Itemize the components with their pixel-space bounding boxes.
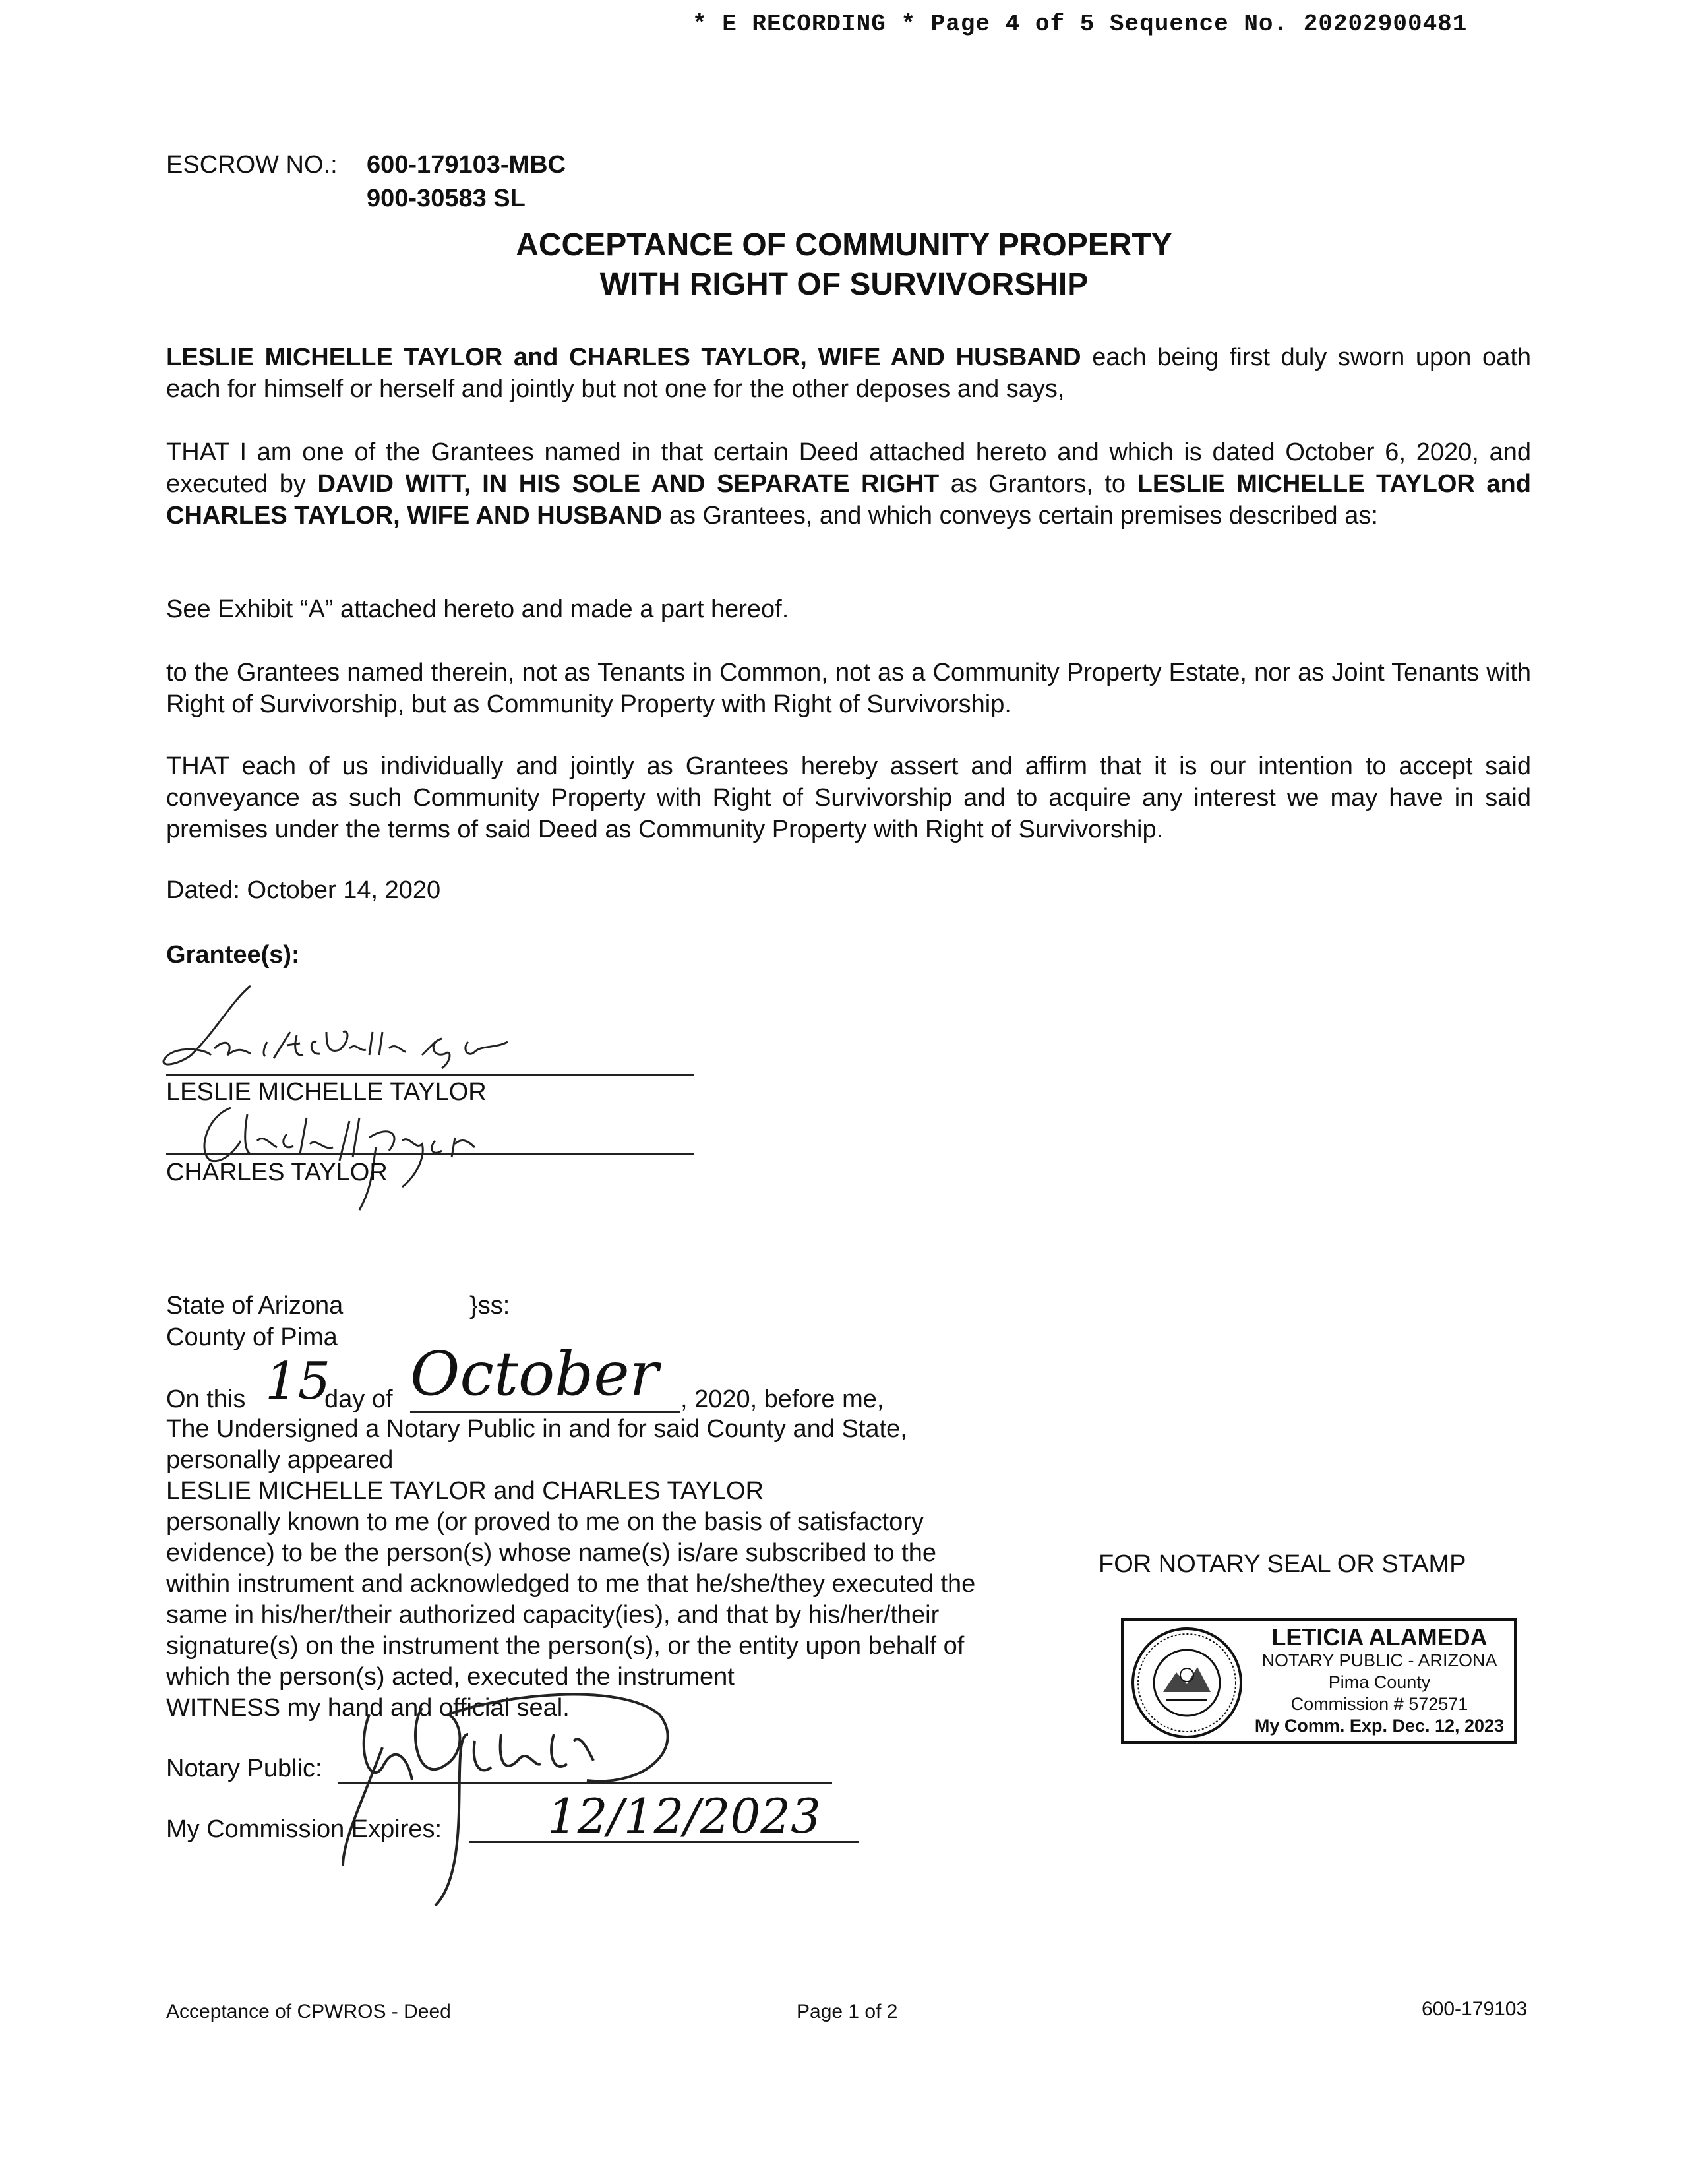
notary-line: evidence) to be the person(s) whose name(s) is/are subscribed to the	[166, 1539, 937, 1567]
signature-line-2	[166, 1153, 694, 1155]
paragraph-2-text-1: THAT I am one of the Grantees named in that certain Deed attached hereto and which is dated October 6, 2020, and executed by	[166, 439, 1531, 498]
paragraph-4: to the Grantees named therein, not as Tenants in Common, not as a Community Property Estate, nor as Joint Tenants with Right of Survivorship, but as Community Property with Right of Survivorship.	[166, 659, 1531, 718]
notary-signature	[303, 1668, 712, 1906]
notary-state: State of Arizona	[166, 1292, 344, 1320]
notary-line: personally known to me (or proved to me on the basis of satisfactory	[166, 1508, 924, 1536]
grantees-label: Grantee(s):	[166, 941, 300, 969]
escrow-number-2: 900-30583 SL	[367, 185, 526, 212]
notary-line: personally appeared	[166, 1446, 394, 1474]
signer-1-name: LESLIE MICHELLE TAYLOR	[166, 1078, 487, 1106]
notary-public-line	[338, 1782, 832, 1784]
paragraph-2-text-2: as Grantors, to	[939, 470, 1137, 498]
escrow-label: ESCROW NO.:	[166, 151, 338, 179]
notary-stamp	[1121, 1618, 1517, 1744]
paragraph-1	[166, 342, 1531, 405]
state-seal-icon	[1130, 1626, 1244, 1740]
notary-line: within instrument and acknowledged to me that he/she/they executed the	[166, 1570, 976, 1598]
title-line-1: ACCEPTANCE OF COMMUNITY PROPERTY	[516, 228, 1172, 262]
stamp-line-2: Pima County	[1328, 1672, 1431, 1692]
stamp-line-1: NOTARY PUBLIC - ARIZONA	[1261, 1651, 1497, 1670]
stamp-name: LETICIA ALAMEDA	[1271, 1623, 1488, 1651]
recording-header: * E RECORDING * Page 4 of 5 Sequence No. 20202900481	[692, 11, 1468, 38]
seal-caption: FOR NOTARY SEAL OR STAMP	[1099, 1550, 1466, 1578]
title-line-2: WITH RIGHT OF SURVIVORSHIP	[599, 267, 1089, 302]
notary-county: County of Pima	[166, 1323, 338, 1351]
signature-leslie	[152, 976, 600, 1075]
day-value: 15	[265, 1352, 331, 1411]
year-text: , 2020, before me,	[680, 1385, 884, 1413]
notary-line: signature(s) on the instrument the person(s), or the entity upon behalf of	[166, 1632, 965, 1660]
month-value: October	[410, 1339, 659, 1409]
grantor-name: DAVID WITT, IN HIS SOLE AND SEPARATE RIGHT	[317, 470, 940, 498]
signature-line-1	[166, 1074, 694, 1076]
paragraph-2-text-3: as Grantees, and which conveys certain premises described as:	[662, 502, 1378, 530]
notary-public-label: Notary Public:	[166, 1755, 322, 1782]
day-of-label: day of	[324, 1385, 393, 1413]
notary-line: same in his/her/their authorized capacity(ies), and that by his/her/their	[166, 1601, 940, 1629]
document-title	[0, 226, 1688, 305]
on-this-label: On this	[166, 1385, 246, 1413]
paragraph-3: See Exhibit “A” attached hereto and made a part hereof.	[166, 595, 789, 623]
month-underline	[410, 1411, 680, 1413]
paragraph-5: THAT each of us individually and jointly as Grantees hereby assert and affirm that it is our intention to accept said conveyance as such Community Property with Right of Survivorship and to acquire any interest we may have in said premises under the terms of said Deed as Community Property with Right of Survivorship.	[166, 752, 1531, 843]
commission-value: 12/12/2023	[547, 1788, 821, 1844]
stamp-line-4: My Comm. Exp. Dec. 12, 2023	[1254, 1716, 1505, 1736]
commission-label: My Commission Expires:	[166, 1815, 442, 1843]
grantee-names-2: LESLIE MICHELLE TAYLOR and CHARLES TAYLOR, WIFE AND HUSBAND	[166, 470, 1531, 530]
notary-line: which the person(s) acted, executed the instrument	[166, 1663, 735, 1691]
paragraph-2	[166, 437, 1531, 531]
grantee-names: LESLIE MICHELLE TAYLOR and CHARLES TAYLOR, WIFE AND HUSBAND	[166, 344, 1081, 371]
stamp-text	[1248, 1625, 1511, 1737]
footer-left: Acceptance of CPWROS - Deed	[166, 2001, 451, 2022]
footer-center: Page 1 of 2	[797, 2001, 898, 2022]
signer-2-name: CHARLES TAYLOR	[166, 1159, 388, 1186]
notary-ss: }ss:	[469, 1292, 510, 1320]
paragraph-1-text: each being first duly sworn upon oath each for himself or herself and jointly but not one for the other deposes and says,	[166, 344, 1532, 403]
footer-right: 600-179103	[1422, 1998, 1528, 2020]
escrow-number-1: 600-179103-MBC	[367, 151, 566, 179]
notary-line: WITNESS my hand and official seal.	[166, 1694, 570, 1722]
notary-line: The Undersigned a Notary Public in and for said County and State,	[166, 1415, 907, 1443]
dated-line: Dated: October 14, 2020	[166, 876, 441, 904]
stamp-line-3: Commission # 572571	[1290, 1694, 1468, 1714]
notary-line: LESLIE MICHELLE TAYLOR and CHARLES TAYLOR	[166, 1477, 764, 1505]
